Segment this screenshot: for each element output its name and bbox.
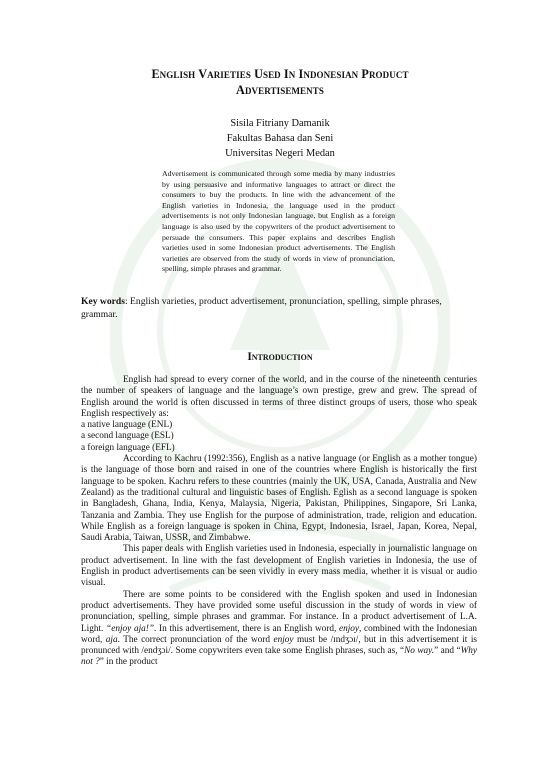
author-block (150, 116, 410, 161)
author-name: Sisila Fitriany Damanik (230, 118, 330, 129)
title-line-2: Advertisements (236, 83, 324, 97)
title-line-1: English Varieties Used In Indonesian Product (151, 67, 409, 81)
para4-text: , combined with the Indonesian word, (81, 623, 478, 645)
paragraph-1: English had spread to every corner of the world, and in the course of the nineteenth centuries the number of speakers of language and the language’s own prestige, grew and grew. The spread of English around the world is often discussed in terms of three distinct groups of users, those who speak English respectively as: (81, 375, 477, 419)
para4-phrase: Why not ? (81, 646, 477, 668)
section-heading-introduction: Introduction (247, 351, 313, 363)
para4-phrase: No way. (404, 646, 435, 657)
paragraph-2: According to Kachru (1992:356), English as a native language (or English as a mother tongue) is the language of those born and raised in one of the countries where English is historically the first language to be spoken. Kachru refers to these countries (mainly the UK, USA, Canada, Australia and New Zealand) as the traditional cultural and linguistic bases of English. Eglish as a second language is spoken in Bangladesh, Ghana, India, Kenya, Malaysia, Nigeria, Pakistan, Philippines, Singapore, Sri Lanka, Tanzania and Zambia. They use English for the purpose of administration, trade, religion and education. While English as a foreign language is spoken in China, Egypt, Indonesia, Israel, Japan, Korea, Nepal, Saudi Arabia, Taiwan, USSR, and Zimbabwe. (81, 454, 477, 544)
paragraph-3: This paper deals with English varieties used in Indonesia, especially in journalistic language on product advertisement. In line with the fast development of English varieties in Indonesia, the use of English in product advertisements can be seen vividly in every mass media, whether it is visual or audio visual. (81, 544, 477, 589)
abstract: Advertisement is communicated through some media by many industries by using persuasive and informative languages to attract or direct the consumers to buy the products. In line with the advancement of the English varieties in Indonesia, the language used in the product advertisements is not only Indonesian language, but English as a foreign language is also used by the copywriters of the product advertisement to persuade the consumers. This paper explains and describes English varieties used in some Indonesian product advertisements. The English varieties are observed from the study of words in view of pronunciation, spelling, simple phrases and grammar. (162, 169, 395, 274)
keywords-text: : English varieties, product advertisement, pronunciation, spelling, simple phrases, grammar. (81, 296, 442, 320)
para4-text: . The correct pronunciation of the word (117, 634, 270, 645)
keywords (81, 296, 477, 321)
para4-term: aja (105, 634, 118, 645)
para4-text: ” and “ (434, 646, 461, 657)
para4-text: . In this advertisement, there is an English word, (154, 623, 337, 634)
keywords-label: Key words (81, 296, 125, 307)
list-item: a foreign language (EFL) (81, 442, 175, 453)
list-item: a native language (ENL) (81, 420, 173, 431)
paragraph-4 (81, 590, 477, 669)
para4-quote: “enjoy aja!” (106, 623, 155, 634)
para4-text: There are some points to be considered with the English spoken and used in Indonesian product advertisements. They have provided some useful discussion in the study of words in view of pronunciation, spelling, simple phrases and grammar. For instance. In a product advertisement of L.A. Light. (81, 589, 477, 634)
para4-text: ” in the product (99, 657, 158, 668)
para4-term: enjoy (273, 634, 294, 645)
para4-text: must be /ɪndʒɔɪ/, but in this advertisement it is pronunced with /endʒɔi/. Some copywriters even take some English phrases, such as, “ (81, 634, 478, 657)
introduction-body (81, 375, 477, 669)
list-item: a second language (ESL) (81, 431, 174, 442)
author-faculty: Fakultas Bahasa dan Seni (226, 133, 334, 144)
author-university: Universitas Negeri Medan (225, 148, 335, 159)
para4-term: enjoy (339, 623, 360, 634)
paper-title (80, 66, 480, 98)
